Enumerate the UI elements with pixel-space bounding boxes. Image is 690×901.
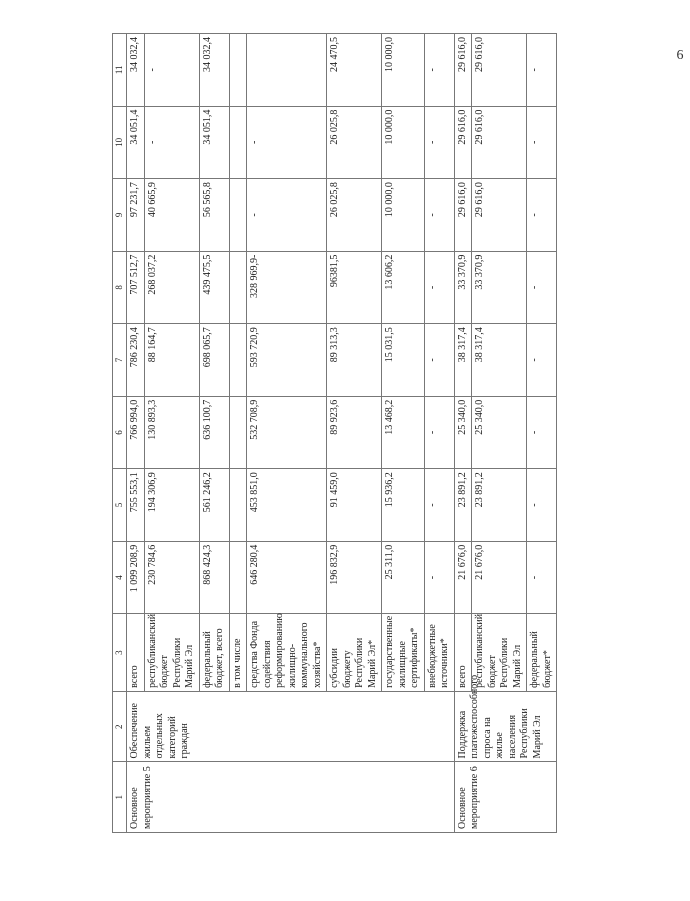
value-cell: - [247,106,327,179]
value-cell: 26 025,8 [327,179,382,252]
value-cell: 89 313,3 [327,324,382,397]
value-cell: - [424,106,454,179]
value-cell: 707 512,7 [127,251,145,324]
rotated-table-wrapper [112,33,646,833]
value-cell: 196 832,9 [327,541,382,614]
value-cell: 15 936,2 [382,469,425,542]
source-cell: федеральный бюджет, всего [199,614,229,692]
source-cell: федеральный бюджет* [527,614,557,692]
value-cell: 755 553,1 [127,469,145,542]
value-cell: - [527,469,557,542]
value-cell: 439 475,5 [199,251,229,324]
value-cell: 1 099 208,9 [127,541,145,614]
value-cell: 34 032,4 [199,34,229,107]
value-cell: 29 616,0 [454,34,472,107]
header-cell: 6 [113,396,127,469]
value-cell: 230 784,6 [144,541,199,614]
header-cell: 11 [113,34,127,107]
value-cell [229,179,247,252]
source-cell: внебюджетные источники* [424,614,454,692]
value-cell: 33 370,9 [454,251,472,324]
source-cell: республиканский бюджет Республики Марий Эл [472,614,527,692]
value-cell: 91 459,0 [327,469,382,542]
table-row [127,34,145,833]
value-cell: 268 037,2 [144,251,199,324]
value-cell: 29 616,0 [472,179,527,252]
value-cell: - [527,179,557,252]
header-cell: 7 [113,324,127,397]
value-cell: 10 000,0 [382,106,425,179]
value-cell: 766 994,0 [127,396,145,469]
value-cell: 868 424,3 [199,541,229,614]
value-cell [229,541,247,614]
value-cell: 29 616,0 [454,179,472,252]
value-cell: 25 340,0 [454,396,472,469]
value-cell: - [424,541,454,614]
value-cell: 56 565,8 [199,179,229,252]
value-cell: 25 311,0 [382,541,425,614]
value-cell: 532 708,9 [247,396,327,469]
funding-table [112,33,557,833]
value-cell [229,34,247,107]
value-cell: 26 025,8 [327,106,382,179]
value-cell: 21 676,0 [454,541,472,614]
value-cell: 453 851,0 [247,469,327,542]
header-cell: 4 [113,541,127,614]
value-cell: 15 031,5 [382,324,425,397]
value-cell [229,469,247,542]
source-cell: субсидии бюджету Республики Марий Эл* [327,614,382,692]
value-cell: - [424,179,454,252]
value-cell: 29 616,0 [472,34,527,107]
value-cell [229,106,247,179]
activity-cell: Основное мероприятие 6 [454,762,557,833]
value-cell: 34 051,4 [199,106,229,179]
value-cell: 786 230,4 [127,324,145,397]
value-cell [229,251,247,324]
value-cell: - [424,324,454,397]
value-cell: 130 893,3 [144,396,199,469]
source-cell: государственные жилищные сертификаты* [382,614,425,692]
value-cell: 13 468,2 [382,396,425,469]
value-cell: 97 231,7 [127,179,145,252]
value-cell: 29 616,0 [454,106,472,179]
value-cell: - [527,34,557,107]
source-cell: средства Фонда содействия реформированию жилищно-коммунального хозяйства* [247,614,327,692]
source-cell: всего [127,614,145,692]
value-cell: - [424,396,454,469]
header-cell: 2 [113,691,127,762]
value-cell: 698 065,7 [199,324,229,397]
value-cell: 593 720,9 [247,324,327,397]
table-row [454,34,472,833]
value-cell: 40 665,9 [144,179,199,252]
value-cell: 561 246,2 [199,469,229,542]
value-cell: 88 164,7 [144,324,199,397]
source-cell: республиканский бюджет Республики Марий Эл [144,614,199,692]
value-cell: - [424,34,454,107]
value-cell: 10 000,0 [382,179,425,252]
value-cell [229,324,247,397]
value-cell: 636 100,7 [199,396,229,469]
header-row [113,34,127,833]
value-cell: 34 051,4 [127,106,145,179]
value-cell: 33 370,9 [472,251,527,324]
value-cell: - [527,251,557,324]
value-cell: 38 317,4 [472,324,527,397]
value-cell: 96381,5 [327,251,382,324]
value-cell: - [527,106,557,179]
value-cell [247,34,327,107]
value-cell: - [527,324,557,397]
header-cell: 5 [113,469,127,542]
header-cell: 1 [113,762,127,833]
value-cell: 646 280,4 [247,541,327,614]
source-cell: в том числе [229,614,247,692]
activity-name-cell: Обеспечение жильем отдельных категорий граждан [127,691,455,762]
value-cell: 23 891,2 [454,469,472,542]
value-cell: 34 032,4 [127,34,145,107]
value-cell: - [144,106,199,179]
value-cell: 24 470,5 [327,34,382,107]
value-cell: - [424,251,454,324]
value-cell: 23 891,2 [472,469,527,542]
page-number: 6 [676,48,684,63]
activity-name-cell: Поддержка платежеспособного спроса на жилье населения Республики Марий Эл [454,691,557,762]
activity-cell: Основное мероприятие 5 [127,762,455,833]
value-cell: 38 317,4 [454,324,472,397]
value-cell: - [144,34,199,107]
header-cell: 8 [113,251,127,324]
value-cell: - [527,541,557,614]
value-cell: 25 340,0 [472,396,527,469]
value-cell: 13 606,2 [382,251,425,324]
header-cell: 9 [113,179,127,252]
value-cell: - [247,179,327,252]
value-cell: 89 923,6 [327,396,382,469]
source-cell: всего [454,614,472,692]
value-cell [229,396,247,469]
value-cell: - [527,396,557,469]
value-cell: - [424,469,454,542]
value-cell: 21 676,0 [472,541,527,614]
value-cell: 29 616,0 [472,106,527,179]
header-cell: 3 [113,614,127,692]
header-cell: 10 [113,106,127,179]
value-cell: 10 000,0 [382,34,425,107]
value-cell: 194 306,9 [144,469,199,542]
value-cell: 328 969,9- [247,251,327,324]
